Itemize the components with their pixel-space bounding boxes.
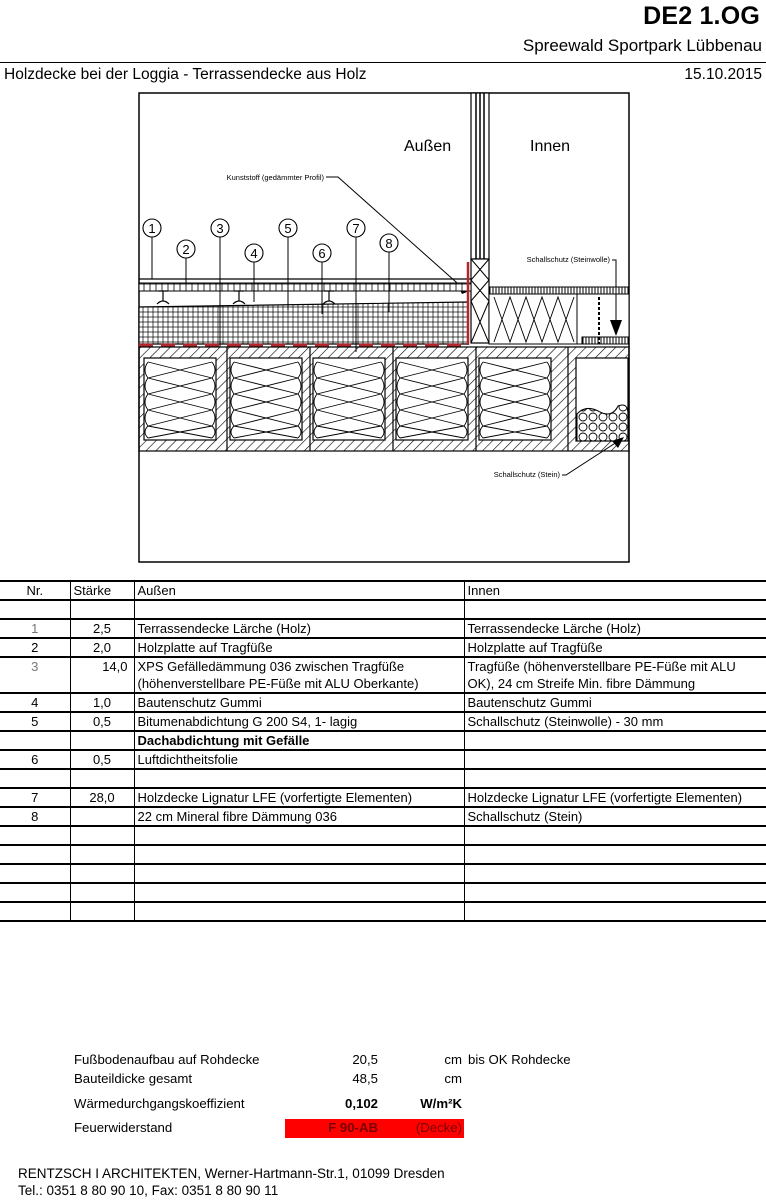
marker-label: 4 [250,246,258,261]
cell-nr [0,731,70,750]
cell-aussen: Bautenschutz Gummi [134,693,464,712]
cell-aussen: Holzplatte auf Tragfüße [134,638,464,657]
cell-nr [0,845,70,864]
fire-label: Feuerwiderstand [74,1120,173,1135]
cell-innen [464,902,766,921]
cell-nr [0,769,70,788]
cell-innen: Tragfüße (höhenverstellbare PE-Füße mit ALU [467,658,736,674]
marker-label: 8 [385,236,393,251]
table-row [0,750,766,769]
thickness-unit: cm [444,1071,462,1086]
cell-innen [464,731,766,750]
cell-innen [464,750,766,769]
cell-staerke: 1,0 [70,693,134,712]
header-nr: Nr. [0,581,70,600]
table-row [0,619,766,638]
cell-innen: Holzplatte auf Tragfüße [464,638,766,657]
floor-note: bis OK Rohdecke [468,1052,571,1067]
cell-nr [0,883,70,902]
header-innen: Innen [464,581,766,600]
label-outside: Außen [404,138,452,155]
header-staerke: Stärke [70,581,134,600]
thickness-value: 48,5 [352,1071,378,1086]
cell-innen: Bautenschutz Gummi [464,693,766,712]
cell-aussen [134,864,464,883]
cell-staerke [70,675,134,693]
floor-unit: cm [444,1052,462,1067]
table-row [0,693,766,712]
wall-element [471,93,489,343]
cell-staerke [70,826,134,845]
layer-table [0,580,766,922]
cell-nr: 4 [0,693,70,712]
project-name: Spreewald Sportpark Lübbenau [522,36,762,55]
cell-nr: 1 [0,619,70,638]
deck-boards [139,283,471,291]
cell-nr: 7 [0,788,70,807]
table-row [0,807,766,826]
fire-note: (Decke) [415,1120,462,1135]
cell-staerke [70,769,134,788]
table-row [0,788,766,807]
cell-aussen [134,902,464,921]
cell-staerke: 2,5 [70,619,134,638]
cell-aussen: XPS Gefälledämmung 036 zwischen Tragfüße [134,657,464,675]
floor-value: 20,5 [352,1052,378,1067]
cell-aussen: Bitumenabdichtung G 200 S4, 1- lagig [134,712,464,731]
footer-address: RENTZSCH I ARCHITEKTEN, Werner-Hartmann-Str.1, 01099 Dresden [18,1166,445,1181]
cell-innen: OK), 24 cm Streife Min. fibre Dämmung [464,675,766,693]
cell-innen [464,826,766,845]
cell-aussen: Luftdichtheitsfolie [134,750,464,769]
footer-contact: Tel.: 0351 8 80 90 10, Fax: 0351 8 80 90 11 [18,1183,279,1198]
cell-staerke: 14,0 [70,657,134,675]
table-header-row [0,581,766,600]
document-code: DE2 1.OG [643,2,760,30]
table-row [0,883,766,902]
cell-aussen: (höhenverstellbare PE-Füße mit ALU Oberkante) [134,675,464,693]
cell-staerke: 0,5 [70,712,134,731]
marker-label: 1 [148,221,156,236]
cell-staerke: 2,0 [70,638,134,657]
fire-value: F 90-AB [328,1120,378,1135]
cell-aussen: Dachabdichtung mit Gefälle [134,731,464,750]
cell-nr [0,600,70,619]
cell-nr: 5 [0,712,70,731]
annotation-steinwolle: Schallschutz (Steinwolle) [526,255,610,264]
table-row [0,675,766,693]
cell-nr: 2 [0,638,70,657]
marker-label: 2 [182,242,190,257]
cell-aussen [134,883,464,902]
detail-title: Holzdecke bei der Loggia - Terrassendecke aus Holz [4,66,367,83]
cell-nr: 3 [0,657,70,675]
thickness-label: Bauteildicke gesamt [74,1071,193,1086]
table-row [0,731,766,750]
marker-label: 5 [284,221,292,236]
floor-label: Fußbodenaufbau auf Rohdecke [74,1052,260,1067]
annotation-profile: Kunststoff (gedämmter Profil) [226,173,324,182]
cell-innen: Schallschutz (Steinwolle) - 30 mm [464,712,766,731]
u-unit: W/m²K [420,1096,462,1111]
cell-nr: 8 [0,807,70,826]
cell-nr [0,675,70,693]
table-row [0,769,766,788]
summary-floor [74,1052,764,1070]
u-value: 0,102 [344,1096,378,1111]
table-row [0,712,766,731]
cell-aussen [134,826,464,845]
cell-nr [0,864,70,883]
cell-staerke [70,807,134,826]
cell-innen: Schallschutz (Stein) [464,807,766,826]
inside-wool-strip [489,294,577,344]
cell-aussen: Holzdecke Lignatur LFE (vorfertigte Elementen) [134,788,464,807]
table-row [0,864,766,883]
header-divider [0,62,766,63]
cell-aussen [134,769,464,788]
cell-staerke [70,731,134,750]
annotation-stein: Schallschutz (Stein) [493,470,560,479]
table-row [0,845,766,864]
table-row [0,826,766,845]
cell-nr [0,902,70,921]
summary-fire [74,1120,764,1138]
u-label: Wärmedurchgangskoeffizient [74,1096,245,1111]
table-row [0,657,766,675]
marker-label: 6 [318,246,326,261]
cell-innen [464,883,766,902]
label-inside: Innen [530,138,571,155]
marker-label: 7 [352,221,360,236]
cell-aussen: Terrassendecke Lärche (Holz) [134,619,464,638]
cell-innen [464,600,766,619]
cell-staerke: 0,5 [70,750,134,769]
cell-aussen [134,845,464,864]
cell-staerke: 28,0 [70,788,134,807]
cell-innen [464,769,766,788]
summary-thickness [74,1071,764,1089]
table-row [0,600,766,619]
cell-staerke [70,883,134,902]
cell-staerke [70,864,134,883]
cell-aussen [134,600,464,619]
summary-u-value [74,1096,764,1114]
cell-innen: Terrassendecke Lärche (Holz) [464,619,766,638]
table-row [0,902,766,921]
cell-staerke [70,600,134,619]
cell-staerke [70,902,134,921]
cell-nr: 6 [0,750,70,769]
cell-innen [464,845,766,864]
cell-innen: Holzdecke Lignatur LFE (vorfertigte Elementen) [464,788,766,807]
cell-aussen: 22 cm Mineral fibre Dämmung 036 [134,807,464,826]
table-row [0,638,766,657]
cell-innen [464,864,766,883]
section-drawing [138,92,630,564]
xps-insulation [139,302,468,344]
header-aussen: Außen [134,581,464,600]
marker-label: 3 [216,221,224,236]
cell-nr [0,826,70,845]
document-date: 15.10.2015 [684,66,762,83]
cell-staerke [70,845,134,864]
